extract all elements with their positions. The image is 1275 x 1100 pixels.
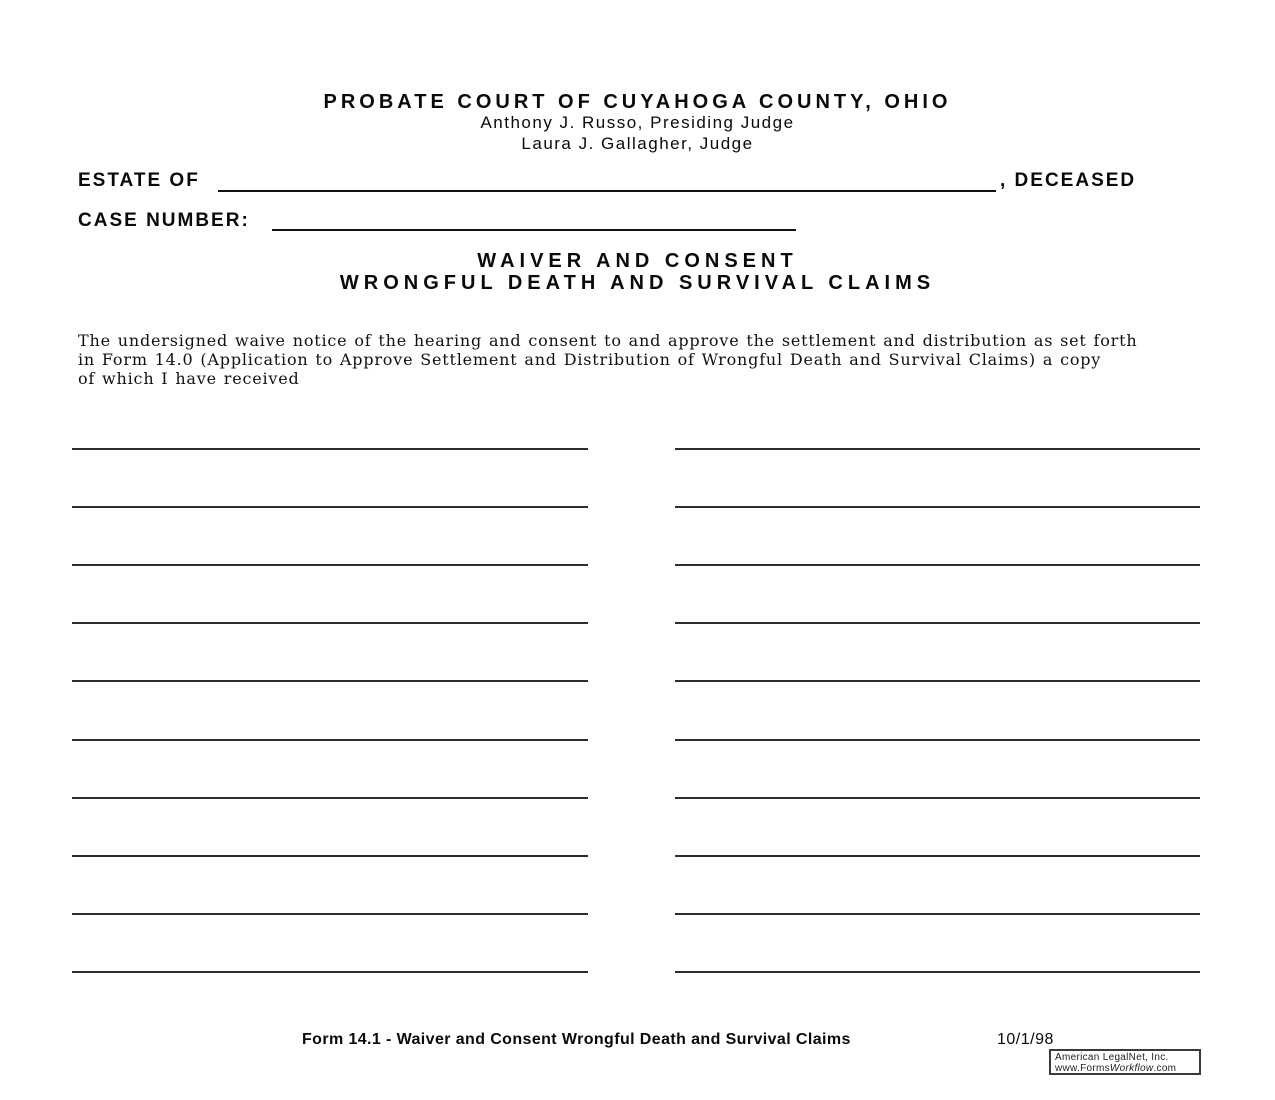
signature-column — [675, 448, 1200, 978]
body-line-2: in Form 14.0 (Application to Approve Settlement and Distribution of Wrongful Death and Survival Claims) a copy — [78, 350, 1102, 369]
vendor-url-italic: Workflow — [1109, 1063, 1154, 1074]
vendor-name: American LegalNet, Inc. — [1055, 1052, 1169, 1063]
signature-line[interactable] — [72, 448, 588, 450]
form-title — [0, 250, 1275, 294]
signature-line[interactable] — [72, 797, 588, 799]
signature-line[interactable] — [675, 855, 1200, 857]
signature-line[interactable] — [72, 622, 588, 624]
signature-line[interactable] — [72, 564, 588, 566]
signature-line[interactable] — [675, 739, 1200, 741]
signature-line[interactable] — [675, 506, 1200, 508]
signature-line[interactable] — [675, 680, 1200, 682]
signature-line[interactable] — [675, 913, 1200, 915]
signature-line[interactable] — [72, 855, 588, 857]
signature-line[interactable] — [72, 971, 588, 973]
footer-date: 10/1/98 — [997, 1031, 1054, 1048]
court-title: PROBATE COURT OF CUYAHOGA COUNTY, OHIO — [323, 91, 952, 113]
signature-line[interactable] — [675, 564, 1200, 566]
judge-line: Laura J. Gallagher, Judge — [521, 134, 754, 153]
signature-column — [72, 448, 588, 978]
vendor-url — [1055, 1063, 1199, 1074]
case-number-field[interactable] — [272, 208, 796, 231]
vendor-box — [1049, 1049, 1201, 1075]
vendor-url-suffix: .com — [1153, 1063, 1177, 1074]
body-line-1: The undersigned waive notice of the hearing and consent to and approve the settlement and distribution as set forth — [78, 331, 1138, 350]
signature-line[interactable] — [72, 739, 588, 741]
deceased-label: , DECEASED — [1000, 170, 1137, 191]
estate-name-field[interactable] — [218, 169, 996, 192]
case-number-label: CASE NUMBER: — [78, 210, 250, 231]
signature-line[interactable] — [72, 680, 588, 682]
form-title-line2: WRONGFUL DEATH AND SURVIVAL CLAIMS — [339, 272, 936, 294]
presiding-judge-line: Anthony J. Russo, Presiding Judge — [480, 113, 795, 132]
form-title-line1: WAIVER AND CONSENT — [477, 250, 798, 272]
signature-line[interactable] — [675, 971, 1200, 973]
signature-line[interactable] — [72, 913, 588, 915]
body-paragraph — [78, 331, 1218, 388]
vendor-url-prefix: www.Forms — [1055, 1063, 1110, 1074]
body-line-3: of which I have received — [78, 369, 300, 388]
estate-of-label: ESTATE OF — [78, 170, 200, 191]
signature-line[interactable] — [675, 797, 1200, 799]
footer-form-label: Form 14.1 - Waiver and Consent Wrongful Death and Survival Claims — [302, 1031, 851, 1048]
signature-line[interactable] — [675, 622, 1200, 624]
signature-line[interactable] — [675, 448, 1200, 450]
signature-line[interactable] — [72, 506, 588, 508]
